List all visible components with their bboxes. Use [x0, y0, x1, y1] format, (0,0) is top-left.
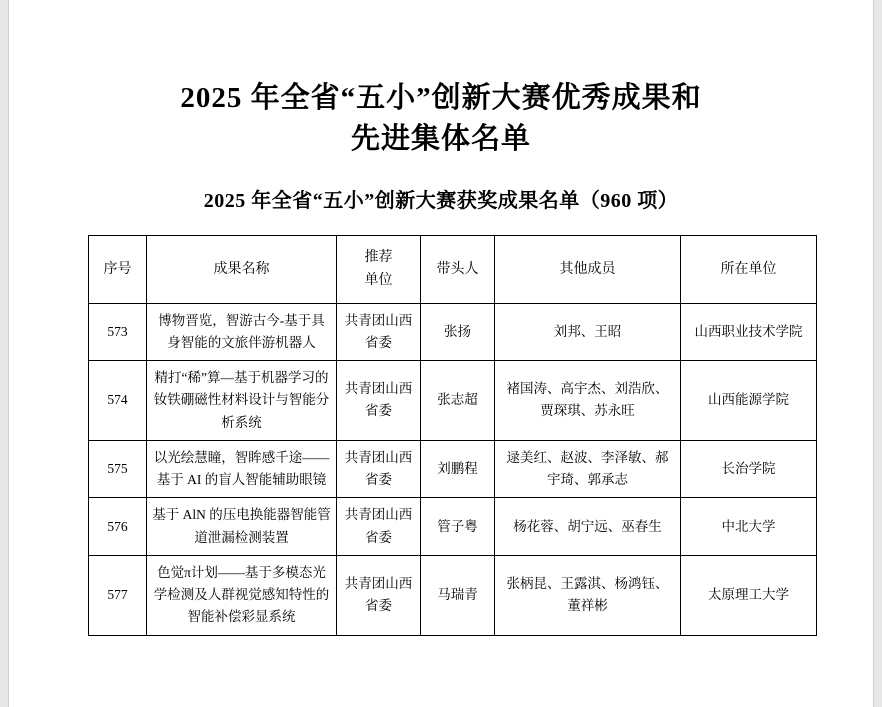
cell-seq: 573 — [89, 303, 147, 361]
table-row — [89, 303, 817, 361]
page-left-margin-shade — [0, 0, 9, 707]
page-right-margin-shade — [873, 0, 882, 707]
cell-seq: 576 — [89, 498, 147, 556]
table-row — [89, 361, 817, 441]
cell-leader: 马瑞青 — [421, 555, 495, 635]
cell-leader: 刘鹏程 — [421, 440, 495, 498]
cell-name: 以光绘慧瞳，智眸感千途——基于 AI 的盲人智能辅助眼镜 — [147, 440, 337, 498]
table-row — [89, 498, 817, 556]
cell-leader: 管子粤 — [421, 498, 495, 556]
cell-unit: 共青团山西省委 — [337, 361, 421, 441]
cell-unit: 共青团山西省委 — [337, 555, 421, 635]
cell-unit: 共青团山西省委 — [337, 440, 421, 498]
page-content — [10, 0, 872, 707]
cell-organization: 山西职业技术学院 — [681, 303, 817, 361]
cell-unit: 共青团山西省委 — [337, 303, 421, 361]
document-title-line-1: 2025 年全省“五小”创新大赛优秀成果和 — [180, 82, 702, 114]
header-seq: 序号 — [89, 236, 147, 303]
cell-seq: 577 — [89, 555, 147, 635]
cell-name: 基于 AlN 的压电换能器智能管道泄漏检测装置 — [147, 498, 337, 556]
table-row — [89, 555, 817, 635]
cell-leader: 张志超 — [421, 361, 495, 441]
header-organization: 所在单位 — [681, 236, 817, 303]
cell-unit: 共青团山西省委 — [337, 498, 421, 556]
header-recommend-unit-line-2: 单位 — [364, 273, 393, 289]
document-subtitle: 2025 年全省“五小”创新大赛获奖成果名单（960 项） — [203, 190, 679, 213]
cell-members: 逯美红、赵波、李泽敏、郝宇琦、郭承志 — [495, 440, 681, 498]
header-recommend-unit-line-1: 推荐 — [364, 250, 393, 266]
cell-name: 博物晋览，智游古今-基于具身智能的文旅伴游机器人 — [147, 303, 337, 361]
cell-members: 褚国涛、高宇杰、刘浩欣、贾琛琪、苏永旺 — [495, 361, 681, 441]
award-table — [88, 235, 817, 635]
cell-organization: 长治学院 — [681, 440, 817, 498]
header-leader: 带头人 — [421, 236, 495, 303]
cell-organization: 中北大学 — [681, 498, 817, 556]
table-row — [89, 440, 817, 498]
document-title-line-2: 先进集体名单 — [350, 123, 531, 156]
cell-members: 张柄昆、王露淇、杨鸿钰、董祥彬 — [495, 555, 681, 635]
cell-seq: 574 — [89, 361, 147, 441]
header-name: 成果名称 — [147, 236, 337, 303]
cell-leader: 张扬 — [421, 303, 495, 361]
cell-name: 精打“稀”算—基于机器学习的钕铁硼磁性材料设计与智能分析系统 — [147, 361, 337, 441]
cell-seq: 575 — [89, 440, 147, 498]
header-recommend-unit — [337, 236, 421, 303]
header-members: 其他成员 — [495, 236, 681, 303]
table-header-row — [89, 236, 817, 303]
cell-members: 刘邦、王昭 — [495, 303, 681, 361]
cell-members: 杨花蓉、胡宁远、巫春生 — [495, 498, 681, 556]
award-table-wrapper — [88, 235, 803, 635]
cell-organization: 山西能源学院 — [681, 361, 817, 441]
cell-organization: 太原理工大学 — [681, 555, 817, 635]
cell-name: 色觉π计划——基于多模态光学检测及人群视觉感知特性的智能补偿彩显系统 — [147, 555, 337, 635]
